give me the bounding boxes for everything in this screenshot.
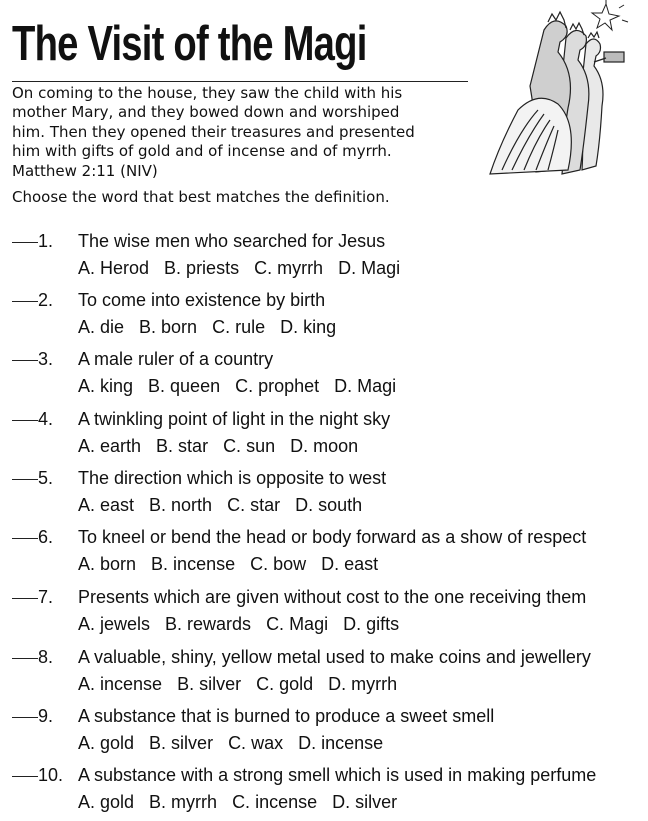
answer-blank[interactable] <box>12 420 38 421</box>
option-b: B. silver <box>149 733 214 753</box>
question-number: 3. <box>38 349 54 369</box>
option-a: A. gold <box>78 792 135 812</box>
wise-men-illustration <box>478 0 636 180</box>
answer-blank[interactable] <box>12 538 38 539</box>
question-text: To come into existence by birth <box>78 290 326 310</box>
option-c: C. star <box>227 495 281 515</box>
option-b: B. north <box>149 495 213 515</box>
option-b: B. priests <box>164 258 240 278</box>
question-9 <box>12 705 642 759</box>
question-number: 7. <box>38 587 54 607</box>
question-10 <box>12 764 642 818</box>
answer-options <box>78 375 411 397</box>
question-text: A male ruler of a country <box>78 349 274 369</box>
option-b: B. born <box>139 317 198 337</box>
option-b: B. rewards <box>165 614 252 634</box>
option-c: C. gold <box>256 674 314 694</box>
answer-blank[interactable] <box>12 360 38 361</box>
option-c: C. sun <box>223 436 276 456</box>
question-4 <box>12 408 642 462</box>
bible-verse <box>12 84 472 181</box>
question-text: The direction which is opposite to west <box>78 468 387 488</box>
answer-options <box>78 553 393 575</box>
option-b: B. queen <box>148 376 221 396</box>
question-1 <box>12 230 642 284</box>
question-text: Presents which are given without cost to the one receiving them <box>78 587 587 607</box>
question-7 <box>12 586 642 640</box>
answer-options <box>78 673 412 695</box>
question-number: 5. <box>38 468 54 488</box>
answer-options <box>78 316 351 338</box>
worksheet-title: The Visit of the Magi <box>12 17 367 71</box>
verse-line: him with gifts of gold and of incense and of myrrh. <box>12 142 392 161</box>
option-d: D. myrrh <box>328 674 398 694</box>
verse-line: On coming to the house, they saw the child with his <box>12 84 403 102</box>
option-d: D. incense <box>298 733 384 753</box>
answer-blank[interactable] <box>12 658 38 659</box>
question-number: 2. <box>38 290 54 310</box>
option-d: D. east <box>321 554 379 574</box>
question-text: To kneel or bend the head or body forward as a show of respect <box>78 527 587 547</box>
question-text: A substance that is burned to produce a sweet smell <box>78 706 495 726</box>
answer-options <box>78 257 415 279</box>
option-c: C. myrrh <box>254 258 324 278</box>
question-text: A substance with a strong smell which is used in making perfume <box>78 765 597 785</box>
option-d: D. silver <box>332 792 398 812</box>
option-d: D. Magi <box>338 258 401 278</box>
option-d: D. gifts <box>343 614 400 634</box>
option-a: A. east <box>78 495 135 515</box>
answer-blank[interactable] <box>12 598 38 599</box>
option-a: A. Herod <box>78 258 150 278</box>
question-number: 9. <box>38 706 54 726</box>
answer-blank[interactable] <box>12 301 38 302</box>
option-b: B. star <box>156 436 209 456</box>
option-a: A. earth <box>78 436 142 456</box>
option-d: D. south <box>295 495 363 515</box>
option-b: B. incense <box>151 554 236 574</box>
option-c: C. bow <box>250 554 307 574</box>
verse-reference: Matthew 2:11 (NIV) <box>12 161 158 180</box>
question-number: 8. <box>38 647 54 667</box>
answer-options <box>78 613 414 635</box>
answer-options <box>78 732 398 754</box>
option-c: C. Magi <box>266 614 329 634</box>
option-d: D. moon <box>290 436 359 456</box>
question-text: The wise men who searched for Jesus <box>78 231 386 251</box>
verse-line: him. Then they opened their treasures and presented <box>12 122 415 141</box>
question-5 <box>12 467 642 521</box>
option-a: A. born <box>78 554 137 574</box>
answer-options <box>78 494 377 516</box>
answer-blank[interactable] <box>12 242 38 243</box>
question-3 <box>12 348 642 402</box>
answer-blank[interactable] <box>12 717 38 718</box>
answer-blank[interactable] <box>12 479 38 480</box>
option-a: A. jewels <box>78 614 151 634</box>
question-number: 1. <box>38 231 54 251</box>
verse-line: mother Mary, and they bowed down and worshiped <box>12 103 400 122</box>
answer-options <box>78 435 373 457</box>
option-c: C. incense <box>232 792 318 812</box>
title-divider <box>12 81 468 82</box>
question-text: A twinkling point of light in the night sky <box>78 409 391 429</box>
option-d: D. king <box>280 317 337 337</box>
star-icon <box>592 0 628 30</box>
option-b: B. myrrh <box>149 792 218 812</box>
question-8 <box>12 646 642 700</box>
question-6 <box>12 526 642 580</box>
question-number: 6. <box>38 527 54 547</box>
question-2 <box>12 289 642 343</box>
answer-blank[interactable] <box>12 776 38 777</box>
question-number: 4. <box>38 409 54 429</box>
option-c: C. rule <box>212 317 266 337</box>
answer-options <box>78 791 412 813</box>
option-c: C. prophet <box>235 376 320 396</box>
instructions: Choose the word that best matches the definition. <box>12 188 390 206</box>
option-a: A. die <box>78 317 125 337</box>
option-a: A. king <box>78 376 134 396</box>
question-number: 10. <box>38 765 64 785</box>
question-text: A valuable, shiny, yellow metal used to make coins and jewellery <box>78 647 591 667</box>
option-d: D. Magi <box>334 376 397 396</box>
option-a: A. gold <box>78 733 135 753</box>
option-b: B. silver <box>177 674 242 694</box>
option-c: C. wax <box>228 733 284 753</box>
option-a: A. incense <box>78 674 163 694</box>
